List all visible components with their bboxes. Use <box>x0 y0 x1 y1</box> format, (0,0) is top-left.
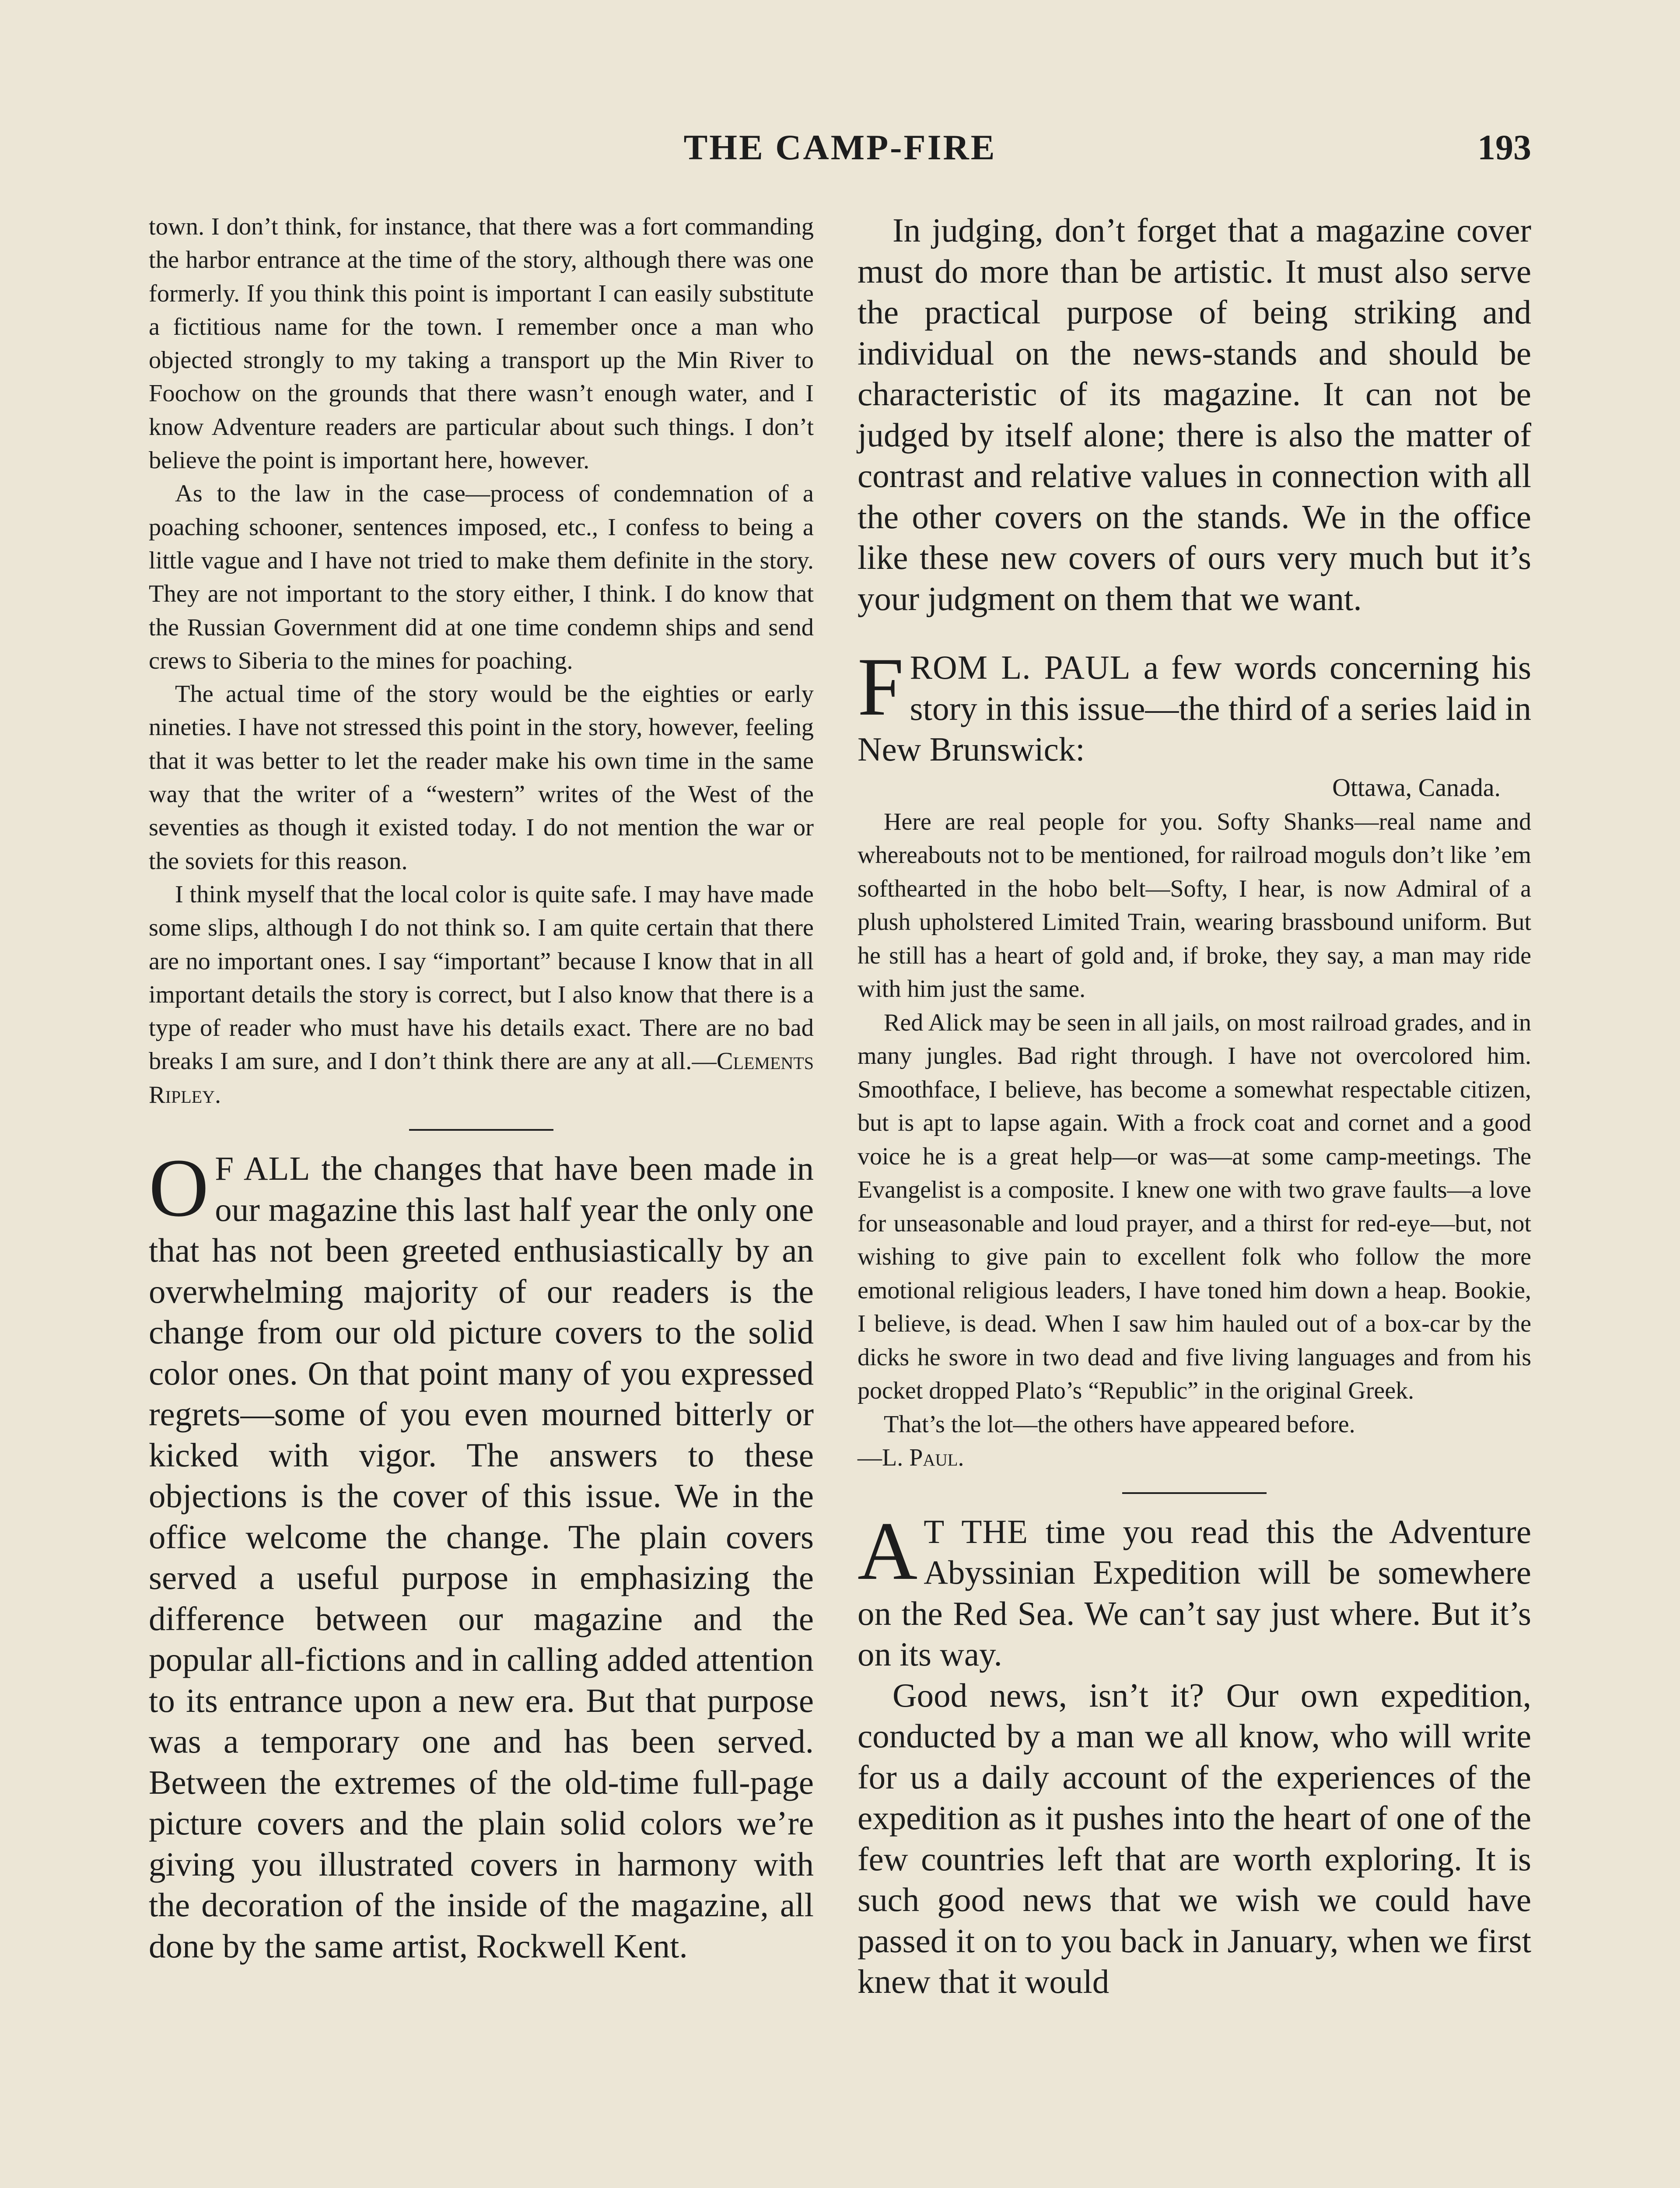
paragraph-text: time you read this the Adventure Abyssinian Expedition will be somewhere on the Red Sea. We can’t say just where. But it’s on its way. <box>858 1512 1531 1673</box>
section-divider <box>1122 1492 1267 1494</box>
paragraph: In judging, don’t forget that a magazine cover must do more than be artistic. It must also serve the practical purpose of being striking and individual on the news-stands and should be characteristic of its magazine. It can not be judged by itself alone; there is also the matter of contrast and relative values in connection with all the other covers on the stands. We in the office like these new covers of ours very much but it’s your judgment on them that we want. <box>858 211 1531 617</box>
paragraph: town. I don’t think, for instance, that there was a fort commanding the harbor entrance at the time of the story, although there was one formerly. If you think this point is important I can easily substitute a fictitious name for the town. I remember once a man who objected strongly to my taking a transport up the Min River to Foochow on the grounds that there wasn’t enough water, and I know Adventure readers are particular about such things. I don’t believe the point is important here, however. <box>149 213 814 474</box>
editorial-continued <box>858 210 1531 619</box>
paragraph: Here are real people for you. Softy Shanks—real name and whereabouts not to be mentioned, for railroad moguls don’t like ’em softhearted in the hobo belt—Softy, I hear, is now Admiral of a plush upholstered Limited Train, wearing brassbound uniform. But he still has a heart of gold and, if broke, they say, a man may ride with him just the same. <box>858 808 1531 1003</box>
signature: Clements Ripley. <box>149 1048 814 1108</box>
expedition-section <box>858 1505 1531 2002</box>
drop-cap: F <box>858 641 904 733</box>
lead-in: T THE <box>924 1512 1028 1550</box>
section-divider <box>409 1129 553 1131</box>
paragraph: As to the law in the case—process of condemnation of a poaching schooner, sentences imposed, etc., I confess to being a little vague and I have not tried to make them definite in the story. They are not important to the story either, I think. I do know that the Russian Government did at one time condemn ships and send crews to Siberia to the mines for poaching. <box>149 480 814 674</box>
right-column <box>858 210 1531 2188</box>
drop-cap: A <box>858 1505 918 1597</box>
paragraph-text: I think myself that the local color is quite safe. I may have made some slips, although I do not think so. I am quite certain that there are no important ones. I say “important” because I know that in all important details the story is correct, but I also know that there is a type of reader who must have his details exact. There are no bad breaks I am sure, and I don’t think there are any at all.— <box>149 880 814 1075</box>
paragraph: Good news, isn’t it? Our own expedition, conducted by a man we all know, who will write for us a daily account of the experiences of the expedition as it pushes into the heart of one of the few countries left that are worth exploring. It is such good news that we wish we could have passed it on to you back in January, when we first knew that it would <box>858 1676 1531 2000</box>
paragraph: That’s the lot—the others have appeared before. <box>884 1410 1355 1438</box>
paragraph: The actual time of the story would be the eighties or early nineties. I have not stressed this point in the story, however, feeling that it was better to let the reader make his own time in the same way that the writer of a “western” writes of the West of the seventies as though it existed today. I do not mention the war or the soviets for this reason. <box>149 680 814 875</box>
editorial-section <box>149 1142 814 1967</box>
lead-in: ROM L. PAUL <box>910 649 1131 686</box>
paragraph <box>149 1142 814 1967</box>
intro-section <box>858 641 1531 770</box>
paragraph <box>858 641 1531 770</box>
lead-in: F ALL <box>215 1150 311 1188</box>
page-title: THE CAMP-FIRE <box>683 127 997 167</box>
paragraph-text: the changes that have been made in our magazine this last half year the only one that has not been greeted enthusiastically by an overwhelming majority of our readers is the change from our old picture covers to the solid color ones. On that point many of you expressed regrets—some of you even mourned bitterly or kicked with vigor. The answers to these objections is the cover of this issue. We in the office welcome the change. The plain covers served a useful purpose in emphasizing the difference between our magazine and the popular all-fictions and in calling added attention to its entrance upon a new era. But that purpose was a temporary one and has been served. Between the extremes of the old-time full-page picture covers and the plain solid colors we’re giving you illustrated covers in harmony with the decoration of the inside of the magazine, all done by the same artist, Rockwell Kent. <box>149 1150 814 1965</box>
page-number: 193 <box>1477 127 1531 167</box>
paragraph-text: a few words concerning his story in this issue—the third of a series laid in New Brunswick: <box>858 649 1531 768</box>
dateline: Ottawa, Canada. <box>1332 773 1501 802</box>
paragraph <box>858 1505 1531 1675</box>
signature: —L. Paul. <box>858 1444 964 1471</box>
left-column <box>149 210 814 2188</box>
paragraph <box>149 878 814 1112</box>
letter-section <box>149 210 814 1112</box>
running-header <box>149 127 1531 175</box>
drop-cap: O <box>149 1142 209 1234</box>
author-letter <box>858 805 1531 1475</box>
paragraph: Red Alick may be seen in all jails, on most railroad grades, and in many jungles. Bad right through. I have not overcolored him. Smoothface, I believe, has become a somewhat respectable citizen, but is apt to lapse again. With a frock coat and cornet and a good voice he is a great help—or was—at some camp-meetings. The Evangelist is a composite. I knew one with two grave faults—a love for unseasonable and loud prayer, and a thirst for red-eye—but, not wishing to give pain to excellent folk who follow the more emotional religious leaders, I have toned him down a heap. Bookie, I believe, is dead. When I saw him hauled out of a box-car by the dicks he swore in two dead and five living languages and from his pocket dropped Plato’s “Republic” in the original Greek. <box>858 1009 1531 1404</box>
